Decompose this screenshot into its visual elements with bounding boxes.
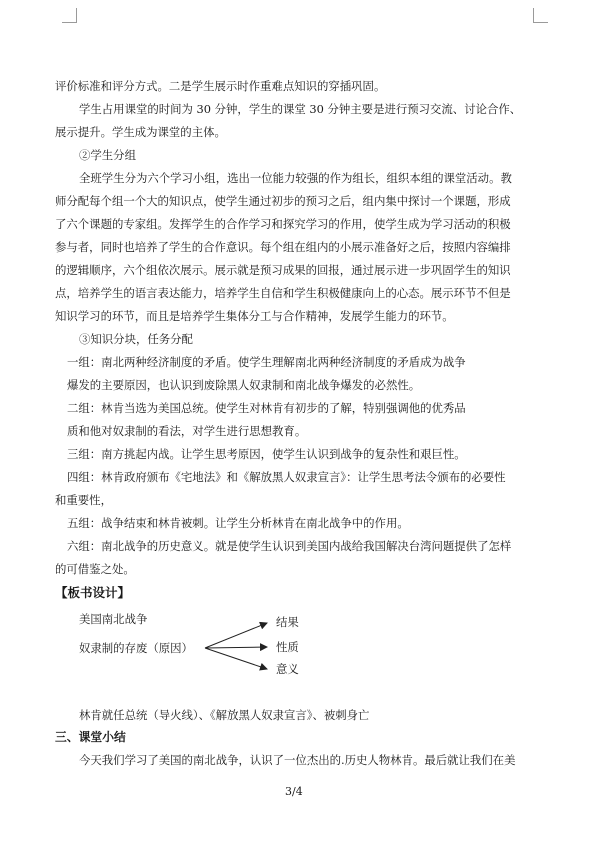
body-line: 评价标准和评分方式。二是学生展示时作重难点知识的穿插巩固。	[55, 79, 386, 93]
body-line: 了六个课题的专家组。发挥学生的合作学习和探究学习的作用，使学生成为学习活动的积极	[55, 217, 511, 231]
diagram-arrow-result	[205, 623, 267, 648]
summary-line: 今天我们学习了美国的南北战争，认识了一位杰出的.历史人物林肯。最后就让我们在美	[79, 753, 516, 767]
board-footer-line: 林肯就任总统（导火线）、《解放黑人奴隶宣言》、被刺身亡	[79, 708, 370, 722]
diagram-source-label: 奴隶制的存废（原因）	[79, 641, 193, 655]
group-task-line: 六组：南北战争的历史意义。就是使学生认识到美国内战给我国解决台湾问题提供了怎样	[67, 539, 512, 553]
body-line: 学生占用课堂的时间为 30 分钟，学生的课堂 30 分钟主要是进行预习交流、讨论合作、	[79, 102, 522, 116]
diagram-target-significance: 意义	[276, 662, 299, 676]
group-task-line: 一组：南北两种经济制度的矛盾。使学生理解南北两种经济制度的矛盾成为战争	[67, 355, 466, 369]
group-task-line: 二组：林肯当选为美国总统。使学生对林肯有初步的了解，特别强调他的优秀品	[67, 401, 466, 415]
body-line: 知识学习的环节，而且是培养学生集体分工与合作精神，发展学生能力的环节。	[55, 309, 454, 323]
page-number: 3/4	[285, 785, 303, 798]
body-line: 点，培养学生的语言表达能力，培养学生自信和学生积极健康向上的心态。展示环节不但是	[55, 286, 511, 300]
group-task-line: 质和他对奴隶制的看法，对学生进行思想教育。	[67, 424, 307, 438]
group-task-line: 和重要性，	[55, 493, 112, 507]
body-line: 全班学生分为六个学习小组，选出一位能力较强的作为组长，组织本组的课堂活动。教	[79, 171, 512, 185]
group-task-line: 三组：南方挑起内战。让学生思考原因，使学生认识到战争的复杂性和艰巨性。	[67, 447, 466, 461]
body-line: 师分配每个组一个大的知识点，使学生通过初步的预习之后，组内集中探讨一个课题，形成	[55, 194, 511, 208]
board-design-heading: 【板书设计】	[55, 585, 131, 600]
summary-heading: 三、课堂小结	[55, 730, 126, 744]
group-task-line: 五组：战争结束和林肯被刺。让学生分析林肯在南北战争中的作用。	[67, 516, 409, 530]
subsection-title: ②学生分组	[79, 148, 136, 162]
subsection-title: ③知识分块，任务分配	[79, 332, 193, 346]
group-task-line: 爆发的主要原因，也认识到废除黑人奴隶制和南北战争爆发的必然性。	[67, 378, 421, 392]
body-line: 参与者，同时也培养了学生的合作意识。每个组在组内的小展示准备好之后，按照内容编排	[55, 240, 511, 254]
diagram-arrow-significance	[205, 648, 267, 669]
group-task-line: 的可借鉴之处。	[55, 562, 135, 576]
diagram-target-nature: 性质	[276, 640, 299, 654]
diagram-target-result: 结果	[276, 615, 299, 629]
group-task-line: 四组：林肯政府颁布《宅地法》和《解放黑人奴隶宣言》：让学生思考法令颁布的必要性	[67, 470, 506, 484]
body-line: 的逻辑顺序，六个组依次展示。展示就是预习成果的回报，通过展示进一步巩固学生的知识	[55, 263, 511, 277]
diagram-arrow-nature	[205, 647, 267, 648]
body-line: 展示提升。学生成为课堂的主体。	[55, 125, 226, 139]
diagram-title: 美国南北战争	[79, 612, 148, 626]
